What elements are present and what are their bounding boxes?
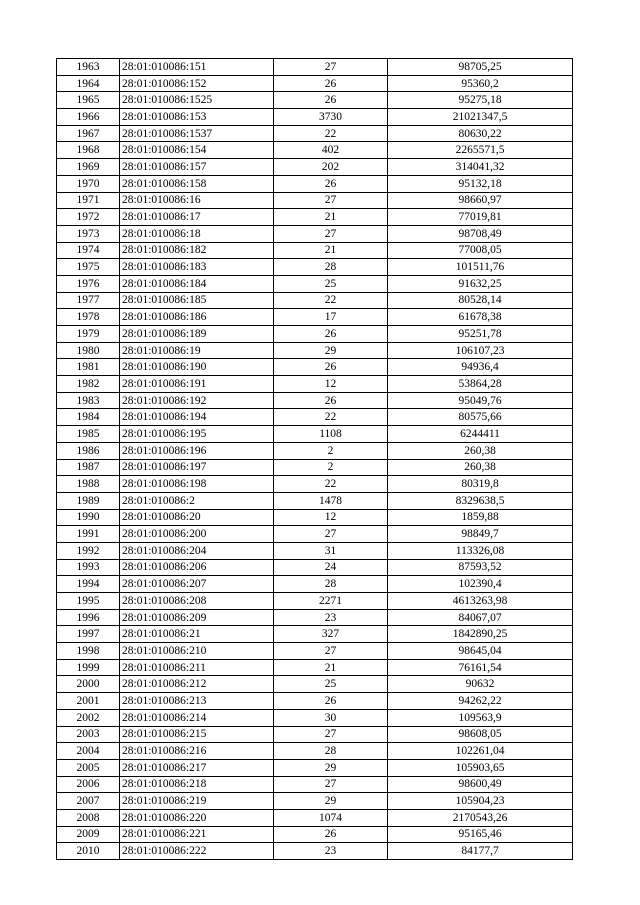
row-number-cell: 1985: [57, 426, 120, 443]
table-row: [57, 209, 573, 226]
area-cell: 12: [274, 376, 388, 393]
table-row: [57, 776, 573, 793]
table-row: [57, 709, 573, 726]
table-row: [57, 109, 573, 126]
cadastral-value-cell: 8329638,5: [388, 492, 573, 509]
cadastral-value-cell: 77008,05: [388, 242, 573, 259]
area-cell: 23: [274, 609, 388, 626]
table-row: [57, 326, 573, 343]
cadastral-value-cell: 80575,66: [388, 409, 573, 426]
cadastral-value-cell: 109563,9: [388, 709, 573, 726]
row-number-cell: 1971: [57, 192, 120, 209]
area-cell: 26: [274, 175, 388, 192]
row-number-cell: 1993: [57, 559, 120, 576]
row-number-cell: 2005: [57, 759, 120, 776]
table-row: [57, 643, 573, 660]
cadastral-value-cell: 98849,7: [388, 526, 573, 543]
row-number-cell: 2008: [57, 809, 120, 826]
area-cell: 29: [274, 793, 388, 810]
cadastral-number-cell: 28:01:010086:206: [120, 559, 274, 576]
area-cell: 2: [274, 442, 388, 459]
cadastral-value-cell: 98708,49: [388, 225, 573, 242]
cadastral-value-cell: 95165,46: [388, 826, 573, 843]
area-cell: 27: [274, 225, 388, 242]
cadastral-number-cell: 28:01:010086:207: [120, 576, 274, 593]
cadastral-number-cell: 28:01:010086:198: [120, 476, 274, 493]
table-row: [57, 292, 573, 309]
area-cell: 1074: [274, 809, 388, 826]
area-cell: 1478: [274, 492, 388, 509]
cadastral-value-cell: 98660,97: [388, 192, 573, 209]
row-number-cell: 1981: [57, 359, 120, 376]
row-number-cell: 1992: [57, 542, 120, 559]
area-cell: 27: [274, 59, 388, 76]
table-row: [57, 275, 573, 292]
cadastral-value-cell: 1859,88: [388, 509, 573, 526]
table-body: [57, 59, 573, 860]
cadastral-number-cell: 28:01:010086:157: [120, 159, 274, 176]
cadastral-value-cell: 2265571,5: [388, 142, 573, 159]
area-cell: 22: [274, 409, 388, 426]
cadastral-value-cell: 2170543,26: [388, 809, 573, 826]
table-row: [57, 309, 573, 326]
cadastral-number-cell: 28:01:010086:16: [120, 192, 274, 209]
cadastral-value-cell: 4613263,98: [388, 593, 573, 610]
row-number-cell: 1998: [57, 643, 120, 660]
row-number-cell: 1975: [57, 259, 120, 276]
cadastral-number-cell: 28:01:010086:18: [120, 225, 274, 242]
cadastral-number-cell: 28:01:010086:216: [120, 743, 274, 760]
cadastral-value-cell: 95132,18: [388, 175, 573, 192]
cadastral-value-cell: 53864,28: [388, 376, 573, 393]
cadastral-value-cell: 80630,22: [388, 125, 573, 142]
row-number-cell: 1978: [57, 309, 120, 326]
table-row: [57, 342, 573, 359]
cadastral-value-cell: 95360,2: [388, 75, 573, 92]
row-number-cell: 1988: [57, 476, 120, 493]
cadastral-number-cell: 28:01:010086:183: [120, 259, 274, 276]
cadastral-number-cell: 28:01:010086:217: [120, 759, 274, 776]
area-cell: 26: [274, 75, 388, 92]
row-number-cell: 1996: [57, 609, 120, 626]
cadastral-number-cell: 28:01:010086:211: [120, 659, 274, 676]
table-row: [57, 492, 573, 509]
cadastral-value-cell: 84177,7: [388, 843, 573, 860]
table-row: [57, 376, 573, 393]
cadastral-number-cell: 28:01:010086:222: [120, 843, 274, 860]
row-number-cell: 2010: [57, 843, 120, 860]
table-row: [57, 526, 573, 543]
area-cell: 22: [274, 476, 388, 493]
cadastral-number-cell: 28:01:010086:195: [120, 426, 274, 443]
row-number-cell: 1963: [57, 59, 120, 76]
table-row: [57, 509, 573, 526]
area-cell: 29: [274, 342, 388, 359]
cadastral-value-cell: 87593,52: [388, 559, 573, 576]
cadastral-value-cell: 314041,32: [388, 159, 573, 176]
row-number-cell: 1974: [57, 242, 120, 259]
table-row: [57, 92, 573, 109]
area-cell: 21: [274, 242, 388, 259]
table-row: [57, 159, 573, 176]
cadastral-value-cell: 90632: [388, 676, 573, 693]
area-cell: 31: [274, 542, 388, 559]
table-row: [57, 843, 573, 860]
cadastral-number-cell: 28:01:010086:1525: [120, 92, 274, 109]
area-cell: 26: [274, 392, 388, 409]
cadastral-value-cell: 6244411: [388, 426, 573, 443]
row-number-cell: 1994: [57, 576, 120, 593]
area-cell: 27: [274, 192, 388, 209]
area-cell: 12: [274, 509, 388, 526]
cadastral-value-cell: 95049,76: [388, 392, 573, 409]
area-cell: 1108: [274, 426, 388, 443]
cadastral-value-cell: 94262,22: [388, 693, 573, 710]
row-number-cell: 1967: [57, 125, 120, 142]
cadastral-value-cell: 77019,81: [388, 209, 573, 226]
cadastral-number-cell: 28:01:010086:194: [120, 409, 274, 426]
cadastral-number-cell: 28:01:010086:208: [120, 593, 274, 610]
row-number-cell: 1995: [57, 593, 120, 610]
cadastral-value-cell: 95251,78: [388, 326, 573, 343]
area-cell: 25: [274, 275, 388, 292]
cadastral-value-cell: 21021347,5: [388, 109, 573, 126]
row-number-cell: 1979: [57, 326, 120, 343]
cadastral-number-cell: 28:01:010086:191: [120, 376, 274, 393]
table-row: [57, 676, 573, 693]
table-row: [57, 726, 573, 743]
cadastral-number-cell: 28:01:010086:186: [120, 309, 274, 326]
table-row: [57, 659, 573, 676]
area-cell: 28: [274, 259, 388, 276]
area-cell: 327: [274, 626, 388, 643]
cadastral-number-cell: 28:01:010086:192: [120, 392, 274, 409]
row-number-cell: 2009: [57, 826, 120, 843]
area-cell: 22: [274, 292, 388, 309]
area-cell: 26: [274, 92, 388, 109]
cadastral-number-cell: 28:01:010086:19: [120, 342, 274, 359]
area-cell: 23: [274, 843, 388, 860]
cadastral-value-cell: 101511,76: [388, 259, 573, 276]
cadastral-number-cell: 28:01:010086:214: [120, 709, 274, 726]
table-row: [57, 225, 573, 242]
cadastral-number-cell: 28:01:010086:210: [120, 643, 274, 660]
row-number-cell: 2000: [57, 676, 120, 693]
row-number-cell: 2004: [57, 743, 120, 760]
cadastral-number-cell: 28:01:010086:189: [120, 326, 274, 343]
table-row: [57, 609, 573, 626]
table-row: [57, 75, 573, 92]
cadastral-number-cell: 28:01:010086:221: [120, 826, 274, 843]
table-row: [57, 125, 573, 142]
area-cell: 202: [274, 159, 388, 176]
table-row: [57, 759, 573, 776]
row-number-cell: 1983: [57, 392, 120, 409]
row-number-cell: 1964: [57, 75, 120, 92]
table-row: [57, 476, 573, 493]
cadastral-value-cell: 95275,18: [388, 92, 573, 109]
cadastral-value-cell: 102261,04: [388, 743, 573, 760]
area-cell: 21: [274, 209, 388, 226]
cadastral-value-cell: 98608,05: [388, 726, 573, 743]
cadastral-number-cell: 28:01:010086:21: [120, 626, 274, 643]
table-row: [57, 576, 573, 593]
row-number-cell: 1976: [57, 275, 120, 292]
area-cell: 21: [274, 659, 388, 676]
row-number-cell: 1999: [57, 659, 120, 676]
cadastral-value-cell: 102390,4: [388, 576, 573, 593]
cadastral-number-cell: 28:01:010086:151: [120, 59, 274, 76]
row-number-cell: 1968: [57, 142, 120, 159]
table-row: [57, 693, 573, 710]
table-row: [57, 542, 573, 559]
area-cell: 26: [274, 826, 388, 843]
table-row: [57, 192, 573, 209]
cadastral-value-cell: 105903,65: [388, 759, 573, 776]
row-number-cell: 2003: [57, 726, 120, 743]
area-cell: 27: [274, 776, 388, 793]
row-number-cell: 2007: [57, 793, 120, 810]
table-row: [57, 826, 573, 843]
table-row: [57, 426, 573, 443]
table-row: [57, 142, 573, 159]
row-number-cell: 1987: [57, 459, 120, 476]
row-number-cell: 1972: [57, 209, 120, 226]
area-cell: 27: [274, 643, 388, 660]
area-cell: 27: [274, 526, 388, 543]
cadastral-number-cell: 28:01:010086:158: [120, 175, 274, 192]
row-number-cell: 1969: [57, 159, 120, 176]
cadastral-value-cell: 98645,04: [388, 643, 573, 660]
cadastral-number-cell: 28:01:010086:220: [120, 809, 274, 826]
area-cell: 27: [274, 726, 388, 743]
area-cell: 25: [274, 676, 388, 693]
area-cell: 2271: [274, 593, 388, 610]
table-row: [57, 809, 573, 826]
cadastral-number-cell: 28:01:010086:1537: [120, 125, 274, 142]
cadastral-value-cell: 113326,08: [388, 542, 573, 559]
cadastral-value-cell: 84067,07: [388, 609, 573, 626]
row-number-cell: 1980: [57, 342, 120, 359]
cadastral-value-cell: 106107,23: [388, 342, 573, 359]
cadastral-number-cell: 28:01:010086:182: [120, 242, 274, 259]
cadastral-value-cell: 94936,4: [388, 359, 573, 376]
cadastral-number-cell: 28:01:010086:197: [120, 459, 274, 476]
cadastral-value-cell: 1842890,25: [388, 626, 573, 643]
cadastral-number-cell: 28:01:010086:2: [120, 492, 274, 509]
row-number-cell: 1965: [57, 92, 120, 109]
row-number-cell: 1990: [57, 509, 120, 526]
row-number-cell: 1982: [57, 376, 120, 393]
cadastral-value-cell: 260,38: [388, 442, 573, 459]
cadastral-value-cell: 105904,23: [388, 793, 573, 810]
cadastral-number-cell: 28:01:010086:204: [120, 542, 274, 559]
cadastral-value-table: [56, 58, 573, 860]
area-cell: 2: [274, 459, 388, 476]
cadastral-number-cell: 28:01:010086:17: [120, 209, 274, 226]
row-number-cell: 1991: [57, 526, 120, 543]
cadastral-value-cell: 80319,8: [388, 476, 573, 493]
table-row: [57, 175, 573, 192]
table-row: [57, 392, 573, 409]
row-number-cell: 1984: [57, 409, 120, 426]
table-row: [57, 743, 573, 760]
area-cell: 28: [274, 576, 388, 593]
cadastral-value-cell: 61678,38: [388, 309, 573, 326]
table-row: [57, 626, 573, 643]
cadastral-value-cell: 98705,25: [388, 59, 573, 76]
table-row: [57, 442, 573, 459]
cadastral-number-cell: 28:01:010086:152: [120, 75, 274, 92]
table-row: [57, 59, 573, 76]
table-row: [57, 593, 573, 610]
area-cell: 28: [274, 743, 388, 760]
area-cell: 26: [274, 359, 388, 376]
row-number-cell: 1966: [57, 109, 120, 126]
cadastral-number-cell: 28:01:010086:215: [120, 726, 274, 743]
row-number-cell: 2002: [57, 709, 120, 726]
area-cell: 24: [274, 559, 388, 576]
cadastral-number-cell: 28:01:010086:218: [120, 776, 274, 793]
cadastral-number-cell: 28:01:010086:184: [120, 275, 274, 292]
cadastral-value-cell: 80528,14: [388, 292, 573, 309]
area-cell: 402: [274, 142, 388, 159]
area-cell: 17: [274, 309, 388, 326]
cadastral-number-cell: 28:01:010086:196: [120, 442, 274, 459]
table-row: [57, 409, 573, 426]
area-cell: 22: [274, 125, 388, 142]
row-number-cell: 2006: [57, 776, 120, 793]
table-row: [57, 242, 573, 259]
cadastral-number-cell: 28:01:010086:212: [120, 676, 274, 693]
cadastral-number-cell: 28:01:010086:190: [120, 359, 274, 376]
cadastral-value-cell: 260,38: [388, 459, 573, 476]
cadastral-number-cell: 28:01:010086:219: [120, 793, 274, 810]
table-row: [57, 459, 573, 476]
area-cell: 26: [274, 693, 388, 710]
row-number-cell: 1970: [57, 175, 120, 192]
cadastral-number-cell: 28:01:010086:185: [120, 292, 274, 309]
cadastral-number-cell: 28:01:010086:153: [120, 109, 274, 126]
row-number-cell: 1989: [57, 492, 120, 509]
cadastral-number-cell: 28:01:010086:213: [120, 693, 274, 710]
cadastral-value-cell: 98600,49: [388, 776, 573, 793]
row-number-cell: 2001: [57, 693, 120, 710]
cadastral-value-cell: 76161,54: [388, 659, 573, 676]
table-row: [57, 359, 573, 376]
area-cell: 26: [274, 326, 388, 343]
cadastral-value-cell: 91632,25: [388, 275, 573, 292]
row-number-cell: 1997: [57, 626, 120, 643]
cadastral-number-cell: 28:01:010086:200: [120, 526, 274, 543]
cadastral-number-cell: 28:01:010086:20: [120, 509, 274, 526]
row-number-cell: 1973: [57, 225, 120, 242]
area-cell: 29: [274, 759, 388, 776]
row-number-cell: 1977: [57, 292, 120, 309]
cadastral-number-cell: 28:01:010086:209: [120, 609, 274, 626]
table-row: [57, 259, 573, 276]
area-cell: 30: [274, 709, 388, 726]
row-number-cell: 1986: [57, 442, 120, 459]
table-row: [57, 559, 573, 576]
cadastral-number-cell: 28:01:010086:154: [120, 142, 274, 159]
area-cell: 3730: [274, 109, 388, 126]
table-row: [57, 793, 573, 810]
